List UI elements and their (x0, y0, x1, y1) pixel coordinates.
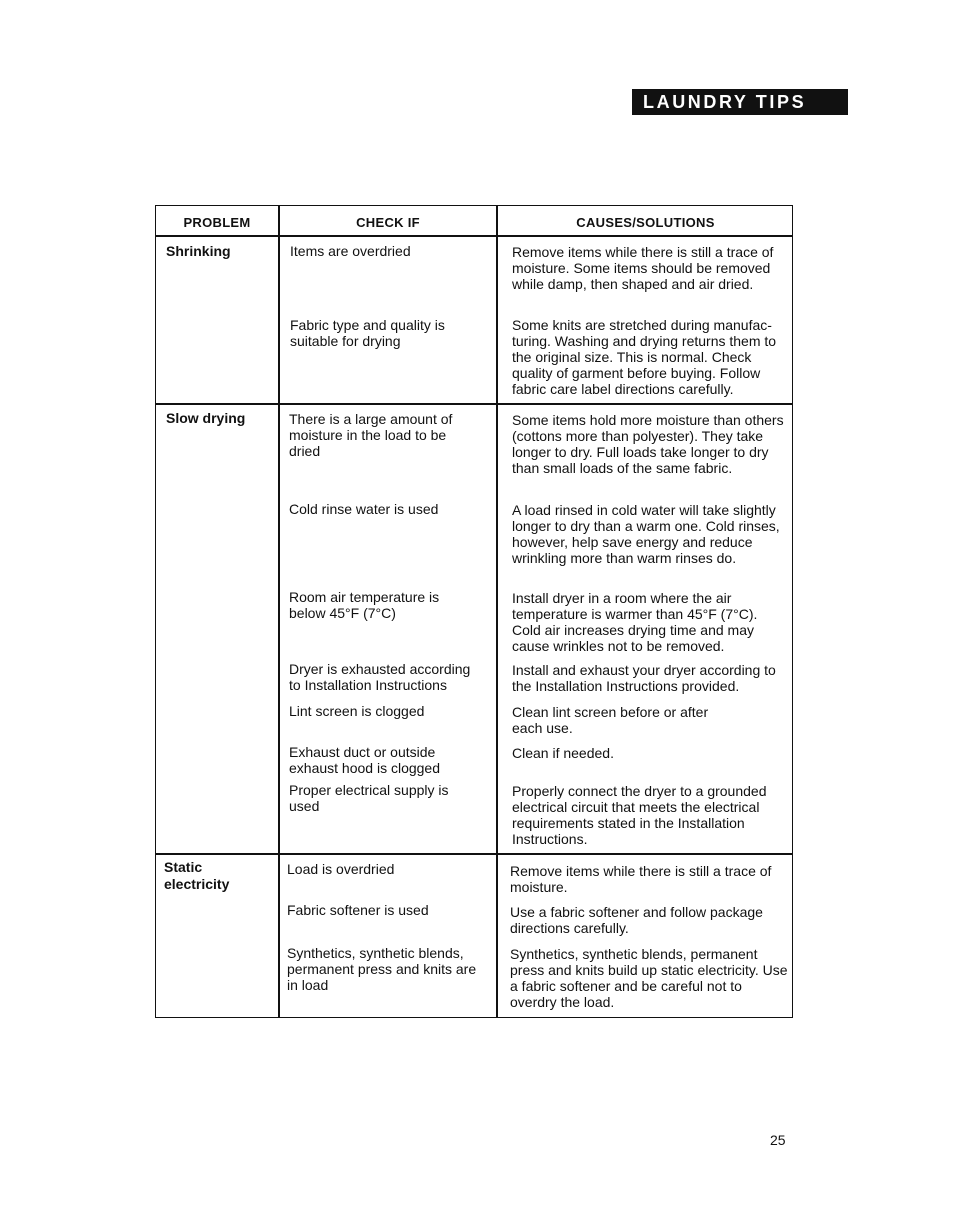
cause-cell: Synthetics, synthetic blends, permanent press and knits build up static electricity. Use a fabric softener and be careful not to overdry the load. (510, 946, 788, 1010)
check-cell: Lint screen is clogged (289, 703, 425, 719)
header-divider (155, 235, 793, 237)
problem-shrinking: Shrinking (166, 243, 231, 259)
page-number: 25 (770, 1132, 786, 1148)
check-cell: Proper electrical supply is used (289, 782, 449, 814)
column-header-check-if: CHECK IF (356, 215, 420, 230)
problem-static-electricity: Static electricity (164, 859, 230, 892)
check-cell: Room air temperature is below 45°F (7°C) (289, 589, 440, 621)
column-divider (278, 205, 280, 1018)
cause-cell: Remove items while there is still a trace of moisture. Some items should be removed while damp, then shaped and air dried. (512, 244, 774, 292)
cause-cell: Clean lint screen before or after each use. (512, 704, 709, 736)
check-cell: Dryer is exhausted according to Installation Instructions (289, 661, 471, 693)
column-divider (496, 205, 498, 1018)
cause-cell: Remove items while there is still a trace of moisture. (510, 863, 772, 895)
check-cell: Exhaust duct or outside exhaust hood is clogged (289, 744, 440, 776)
section-divider (155, 853, 793, 855)
column-header-causes-solutions: CAUSES/SOLUTIONS (576, 215, 715, 230)
check-cell: Fabric softener is used (287, 902, 429, 918)
cause-cell: Some knits are stretched during manufac-turing. Washing and drying returns them to the original size. This is normal. Check quality of garment before buying. Follow fabric care label directions carefully. (512, 317, 777, 397)
check-cell: Load is overdried (287, 861, 395, 877)
problem-slow-drying: Slow drying (166, 410, 246, 426)
cause-cell: Some items hold more moisture than others (cottons more than polyester). They take longer to dry. Full loads take longer to dry than small loads of the same fabric. (512, 412, 784, 476)
check-cell: Synthetics, synthetic blends, permanent press and knits are in load (287, 945, 477, 993)
section-banner: LAUNDRY TIPS (632, 89, 848, 115)
cause-cell: Properly connect the dryer to a grounded electrical circuit that meets the electrical requirements stated in the Installation Instructions. (512, 783, 767, 847)
cause-cell: A load rinsed in cold water will take slightly longer to dry than a warm one. Cold rinses, however, help save energy and reduce wrinkling more than warm rinses do. (512, 502, 780, 566)
check-cell: There is a large amount of moisture in the load to be dried (289, 411, 453, 459)
cause-cell: Use a fabric softener and follow package directions carefully. (510, 904, 763, 936)
cause-cell: Clean if needed. (512, 745, 614, 761)
section-divider (155, 403, 793, 405)
check-cell: Cold rinse water is used (289, 501, 439, 517)
column-header-problem: PROBLEM (183, 215, 251, 230)
check-cell: Items are overdried (290, 243, 411, 259)
cause-cell: Install dryer in a room where the air temperature is warmer than 45°F (7°C). Cold air increases drying time and may cause wrinkles not to be removed. (512, 590, 758, 654)
cause-cell: Install and exhaust your dryer according to the Installation Instructions provided. (512, 662, 776, 694)
check-cell: Fabric type and quality is suitable for drying (290, 317, 445, 349)
